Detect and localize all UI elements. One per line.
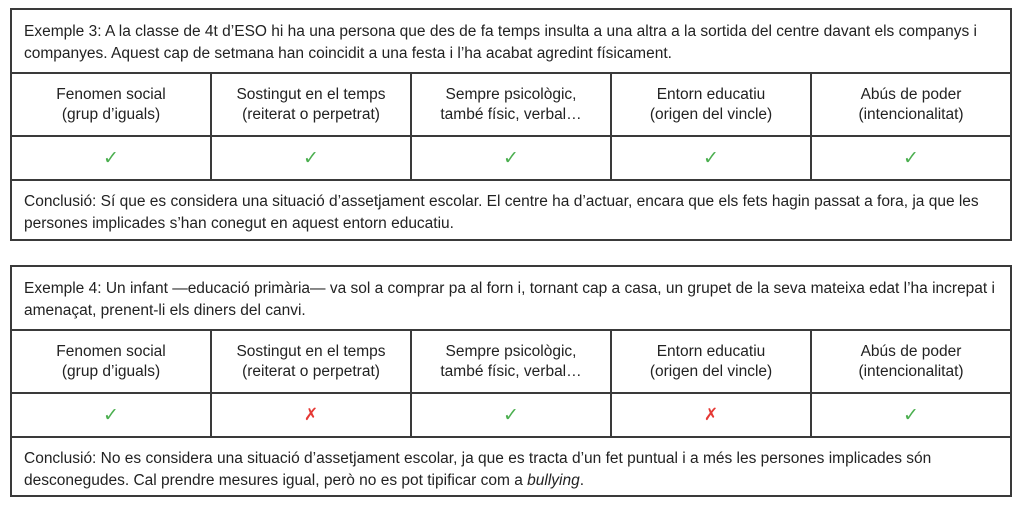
conclusion-end: . <box>579 472 585 489</box>
conclusion-text: Conclusió: No es considera una situació d’assetjament escolar, ja que es tracta d’un fet puntual i a més les persones implicades són desconegudes. Cal prendre mesures igual, però no es pot tipificar com a <box>24 450 932 489</box>
bullying-term: bullying <box>527 472 580 489</box>
criterion-sustained-over-time: Sostingut en el temps (reiterat o perpetrat) <box>212 331 412 392</box>
criterion-social-phenomenon: Fenomen social (grup d’iguals) <box>12 331 212 392</box>
criterion-abuse-of-power: Abús de poder (intencionalitat) <box>858 342 964 380</box>
example-3-table <box>10 8 1012 241</box>
criterion-psychological: Sempre psicològic, també físic, verbal… <box>412 74 612 135</box>
example-4-conclusion <box>12 438 1010 492</box>
example-4-table <box>10 265 1012 497</box>
marks-row <box>12 137 1010 181</box>
marks-row <box>12 394 1010 438</box>
criterion-educational-setting: Entorn educatiu (origen del vincle) <box>612 331 812 392</box>
example-3-conclusion: Conclusió: Sí que es considera una situació d’assetjament escolar. El centre ha d’actuar, encara que els fets hagin passat a fora, ja que les persones implicades s’han conegut en aquest entorn educatiu. <box>24 193 979 232</box>
criterion-psychological: Sempre psicològic, també físic, verbal… <box>412 331 612 392</box>
check-icon: ✓ <box>12 394 212 436</box>
criterion-abuse-of-power: Abús de poder (intencionalitat) <box>858 85 964 123</box>
criterion-educational-setting: Entorn educatiu (origen del vincle) <box>612 74 812 135</box>
criterion-social-phenomenon: Fenomen social (grup d’iguals) <box>12 74 212 135</box>
cross-icon: ✗ <box>612 394 812 436</box>
check-icon: ✓ <box>903 147 919 169</box>
check-icon: ✓ <box>903 404 919 426</box>
example-4-description: Exemple 4: Un infant —educació primària— va sol a comprar pa al forn i, tornant cap a casa, un grupet de la seva mateixa edat l’ha increpat i amenaçat, prenent-li els diners del canvi. <box>12 267 1010 331</box>
cross-icon: ✗ <box>212 394 412 436</box>
check-icon: ✓ <box>612 137 812 179</box>
check-icon: ✓ <box>212 137 412 179</box>
check-icon: ✓ <box>12 137 212 179</box>
example-3-description: Exemple 3: A la classe de 4t d’ESO hi ha una persona que des de fa temps insulta a una altra a la sortida del centre davant els companys i companyes. Aquest cap de setmana han coincidit a una festa i l’ha acabat agredint físicament. <box>12 10 1010 74</box>
criteria-row <box>12 331 1010 394</box>
check-icon: ✓ <box>412 137 612 179</box>
check-icon: ✓ <box>412 394 612 436</box>
criterion-sustained-over-time: Sostingut en el temps (reiterat o perpetrat) <box>212 74 412 135</box>
criteria-row <box>12 74 1010 137</box>
